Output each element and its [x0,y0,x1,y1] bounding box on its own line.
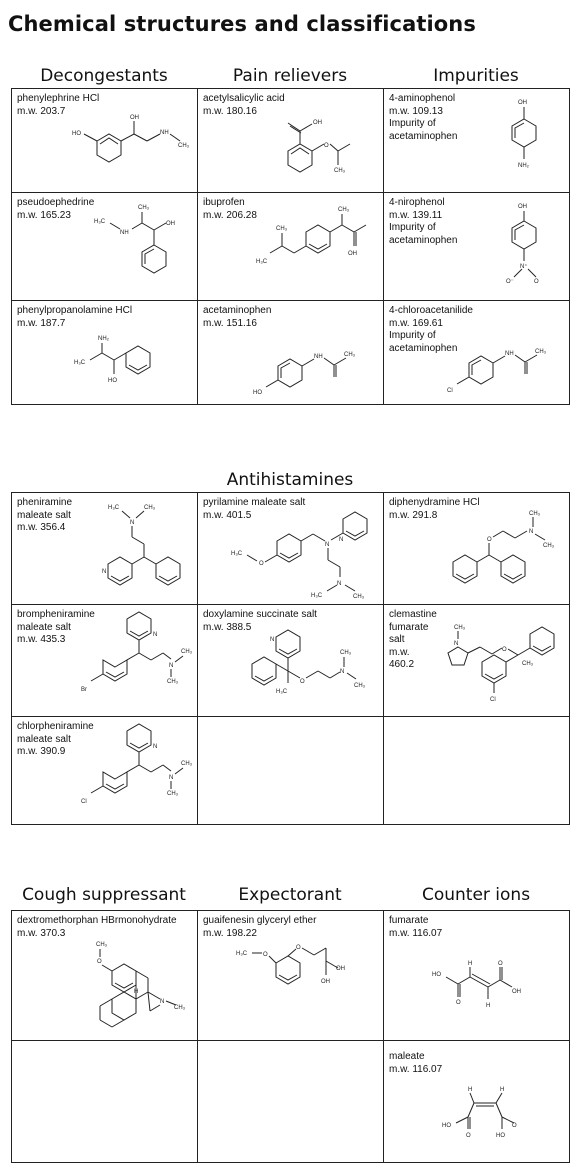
structure-4-aminophenol [504,95,564,190]
atom-label: CH₃ [96,942,108,948]
cell-fumarate [384,911,570,1041]
atom-label: H₃C [236,951,248,957]
compound-name: brompheniramine maleate salt [17,609,95,633]
atom-label: HO [442,1123,451,1129]
molecular-weight: m.w. 139.11 [389,209,443,221]
cell-guaifenesin [198,911,384,1041]
structure-ibuprofen [218,203,378,298]
atom-label: CH₃ [543,543,555,549]
structure-chlorpheniramine [47,721,197,823]
cell-clemastine [384,605,570,717]
atom-label: OH [336,966,345,972]
atom-label: OH [348,251,357,257]
structure-phenylephrine [52,109,198,189]
atom-label: CH₃ [338,207,350,213]
molecular-weight: m.w. 401.5 [203,509,252,521]
atom-label: NH [160,130,169,136]
atom-label: CH₃ [535,349,547,355]
structure-doxylamine [218,627,383,715]
atom-label: HO [108,378,117,384]
atom-label: CH₃ [181,761,193,767]
atom-label: NH [314,354,323,360]
impurity-note: Impurity of acetaminophen [389,222,458,246]
section3-table [11,910,570,1163]
atom-label: H₃C [311,593,323,599]
atom-label: O [97,959,102,965]
atom-label: N [270,637,275,643]
atom-label: CH₃ [138,205,150,211]
atom-label: H [134,989,139,995]
section1-table [11,88,570,405]
atom-label: O⁻ [506,279,514,285]
compound-name: phenylpropanolamine HCl [17,305,133,316]
molecular-weight: m.w. 356.4 [17,522,66,533]
atom-label: CH₃ [344,352,356,358]
molecular-weight: m.w. 165.23 [17,209,71,221]
compound-name: acetaminophen [203,305,272,316]
cell-doxylamine [198,605,384,717]
cell-acetylsalicylic-acid [198,89,384,193]
cell-pyrilamine [198,493,384,605]
structure-4-chloroacetanilide [439,341,569,403]
cell-empty [12,1041,198,1163]
structure-pheniramine [62,499,192,603]
atom-label: H₃C [276,689,288,695]
compound-name: phenylephrine HCl [17,93,100,104]
cell-ibuprofen [198,193,384,301]
atom-label: N [454,641,459,647]
atom-label: HO [253,390,262,396]
impurity-note: Impurity of acetaminophen [389,118,458,142]
atom-label: O [487,537,492,543]
cell-phenylpropanolamine [12,301,198,405]
structure-4-nitrophenol [494,199,564,299]
molecular-weight: m.w. 109.13 [389,105,443,117]
atom-label: CH₃ [174,1005,186,1011]
compound-name: maleate [389,1051,425,1062]
atom-label: CH₃ [167,791,179,797]
atom-label: O [263,952,268,958]
atom-label: H₃C [94,219,106,225]
molecular-weight: m.w. 460.2 [389,646,415,670]
cell-4-nitrophenol [384,193,570,301]
cell-chlorpheniramine [12,717,198,825]
atom-label: O [534,279,539,285]
structure-pyrilamine [213,505,383,603]
header-cough-suppressant: Cough suppressant [22,885,186,905]
atom-label: NH₂ [518,163,529,169]
atom-label: N [153,744,158,750]
header-impurities: Impurities [433,66,519,86]
atom-label: N [337,581,342,587]
atom-label: CH₃ [178,143,190,149]
atom-label: OH [518,204,527,210]
molecular-weight: m.w. 198.22 [203,927,257,939]
molecular-weight: m.w. 151.16 [203,317,257,329]
atom-label: N [529,529,534,535]
cell-dextromethorphan [12,911,198,1041]
atom-label: O [456,1000,461,1006]
structure-diphenhydramine [409,507,569,603]
atom-label: CH₃ [181,649,193,655]
atom-label: O [502,647,507,653]
atom-label: CH₃ [354,683,366,689]
compound-name: doxylamine succinate salt [203,609,317,620]
cell-maleate [384,1041,570,1163]
molecular-weight: m.w. 206.28 [203,209,257,221]
structure-acetylsalicylic-acid [258,111,378,191]
header-pain-relievers: Pain relievers [232,66,348,86]
atom-label: CH₃ [353,594,365,600]
compound-name: acetylsalicylic acid [203,93,285,104]
cell-pheniramine [12,493,198,605]
atom-label: CH₃ [454,625,466,631]
atom-label: NH [505,351,514,357]
atom-label: N [102,569,107,575]
compound-name: pyrilamine maleate salt [203,497,306,508]
compound-name: 4-chloroacetanilide [389,305,473,316]
compound-name: pheniramine maleate salt [17,497,73,521]
atom-label: OH [313,120,322,126]
compound-name: pseudoephedrine [17,197,95,208]
atom-label: Cl [447,388,453,394]
cell-brompheniramine [12,605,198,717]
molecular-weight: m.w. 203.7 [17,105,66,117]
atom-label: Cl [81,799,87,805]
compound-name: guaifenesin glyceryl ether [203,915,317,926]
compound-name: clemastine fumarate salt [389,609,437,645]
atom-label: OH [512,989,521,995]
structure-fumarate [424,957,564,1039]
structure-clemastine [444,617,569,715]
cell-4-chloroacetanilide [384,301,570,405]
cell-diphenhydramine [384,493,570,605]
molecular-weight: m.w. 116.07 [389,927,443,939]
atom-label: O [259,561,264,567]
compound-name: dextromethorphan HBrmonohydrate [17,915,177,926]
structure-acetaminophen [248,336,378,401]
atom-label: N [153,632,158,638]
atom-label: N [169,775,174,781]
atom-label: H₃C [231,551,243,557]
header-counter-ions: Counter ions [421,885,531,905]
atom-label: N [130,520,135,526]
atom-label: OH [321,979,330,985]
atom-label: O [498,961,503,967]
compound-name: fumarate [389,915,429,926]
atom-label: H [486,1003,491,1009]
cell-empty [198,717,384,825]
molecular-weight: m.w. 169.61 [389,317,443,329]
atom-label: CH₃ [334,168,346,174]
atom-label: Cl [490,697,496,703]
molecular-weight: m.w. 180.16 [203,105,257,117]
atom-label: O [466,1133,471,1139]
structure-guaifenesin [218,941,383,1039]
atom-label: CH₃ [522,661,534,667]
atom-label: N⁺ [520,264,528,270]
molecular-weight: m.w. 291.8 [389,509,438,521]
atom-label: CH₃ [167,679,179,685]
atom-label: H₃C [256,259,268,265]
structure-pseudoephedrine [92,201,192,301]
atom-label: CH₃ [144,505,156,511]
structure-brompheniramine [47,609,197,715]
atom-label: HO [432,972,441,978]
molecular-weight: m.w. 435.3 [17,634,66,645]
structure-phenylpropanolamine [62,333,192,403]
cell-empty [384,717,570,825]
atom-label: N [339,537,344,543]
atom-label: H [468,961,473,967]
atom-label: N [325,542,330,548]
atom-label: CH₃ [529,511,541,517]
atom-label: OH [130,115,139,121]
atom-label: HO [72,131,81,137]
atom-label: NH₂ [98,336,109,342]
atom-label: H₃C [108,505,120,511]
molecular-weight: m.w. 388.5 [203,621,252,633]
atom-label: O [296,945,301,951]
atom-label: OH [518,100,527,106]
structure-maleate [424,1081,564,1163]
atom-label: CH₃ [276,226,288,232]
molecular-weight: m.w. 187.7 [17,317,66,329]
cell-4-aminophenol [384,89,570,193]
atom-label: NH [120,230,129,236]
molecular-weight: m.w. 116.07 [389,1063,443,1075]
header-expectorant: Expectorant [238,885,342,905]
section2-table [11,492,570,825]
compound-name: ibuprofen [203,197,245,208]
compound-name: chlorpheniramine maleate salt [17,721,94,745]
atom-label: O [512,1123,517,1129]
compound-name: 4-nirophenol [389,197,445,208]
atom-label: HO [496,1133,505,1139]
atom-label: N [340,669,345,675]
header-antihistamines: Antihistamines [226,470,354,490]
page-title: Chemical structures and classifications [8,12,476,36]
molecular-weight: m.w. 390.9 [17,746,66,757]
cell-pseudoephedrine [12,193,198,301]
cell-phenylephrine [12,89,198,193]
cell-acetaminophen [198,301,384,405]
impurity-note: Impurity of acetaminophen [389,330,458,354]
atom-label: H₃C [74,360,86,366]
atom-label: N [160,999,165,1005]
atom-label: H [500,1087,505,1093]
atom-label: OH [166,221,175,227]
cell-empty [198,1041,384,1163]
atom-label: O [300,679,305,685]
molecular-weight: m.w. 370.3 [17,927,66,939]
atom-label: H [468,1087,473,1093]
structure-dextromethorphan [82,939,197,1039]
header-decongestants: Decongestants [40,66,168,86]
compound-name: 4-aminophenol [389,93,456,104]
compound-name: diphenydramine HCl [389,497,480,508]
atom-label: Br [81,687,87,693]
atom-label: O [324,143,329,149]
atom-label: N [169,663,174,669]
atom-label: CH₃ [340,650,352,656]
